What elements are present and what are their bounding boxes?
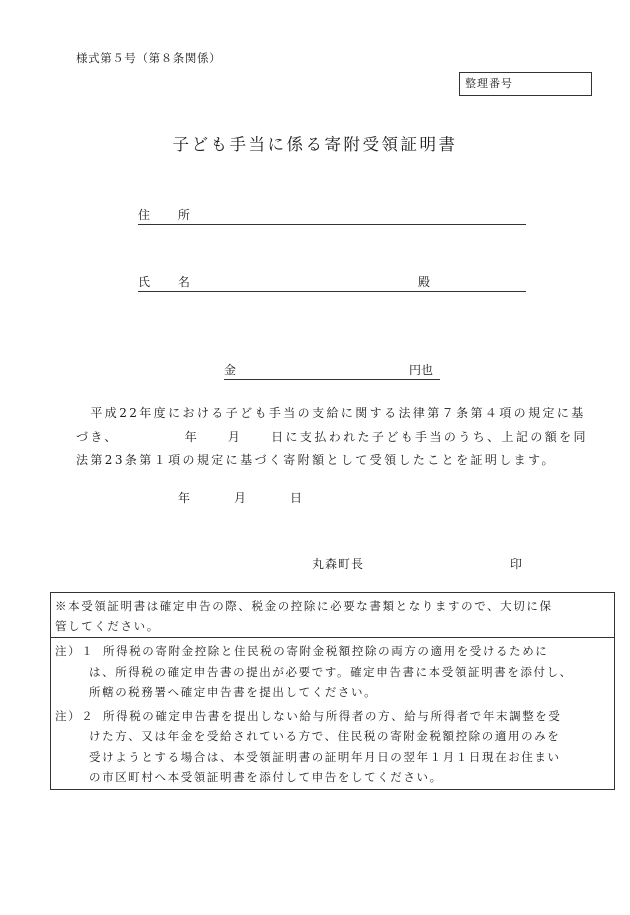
name-suffix: 殿 <box>418 275 431 289</box>
form-number: 様式第５号（第８条関係） <box>76 51 222 65</box>
address-field[interactable] <box>138 206 526 225</box>
seal-mark: 印 <box>510 557 523 571</box>
amount-suffix: 円也 <box>409 363 434 377</box>
note-line: 所轄の税務署へ確定申告書を提出してください。 <box>89 685 378 699</box>
reference-number-label: 整理番号 <box>465 77 513 90</box>
date-month: 月 <box>234 491 247 505</box>
note-line: 受けようとする場合は、本受領証明書の証明年月日の翌年１月１日現在お住まい <box>89 749 561 764</box>
notes-box <box>50 592 615 790</box>
certification-line: づき、 年 月 日に支払われた子ども手当のうち、上記の額を同 <box>76 429 588 444</box>
name-label: 氏 名 <box>138 275 202 289</box>
name-field[interactable] <box>138 273 526 292</box>
document-title: 子ども手当に係る寄附受領証明書 <box>172 135 458 154</box>
address-label: 住 所 <box>138 208 202 222</box>
note-line: けた方、又は年金を受給されている方で、住民税の寄附金税額控除の適用のみを <box>89 729 561 743</box>
important-notice <box>51 593 614 638</box>
notice-line: 管してください。 <box>55 619 160 633</box>
note-2-head: 注）２ <box>55 708 95 723</box>
date-year: 年 <box>178 491 191 505</box>
note-line: の市区町村へ本受領証明書を添付して申告をしてください。 <box>89 770 443 784</box>
certification-line: 平成22年度における子ども手当の支給に関する法律第７条第４項の規定に基 <box>76 406 586 420</box>
note-line: 所得税の確定申告書を提出しない給与所得者の方、給与所得者で年末調整を受 <box>103 708 562 723</box>
issuer-mayor: 丸森町長 <box>312 557 365 571</box>
note-line: は、所得税の確定申告書の提出が必要です。確定申告書に本受領証明書を添付し、 <box>89 664 573 679</box>
amount-label: 金 <box>224 363 237 377</box>
notice-line: ※本受領証明書は確定申告の際、税金の控除に必要な書類となりますので、大切に保 <box>55 599 553 613</box>
note-1 <box>51 641 614 703</box>
note-2 <box>51 706 614 788</box>
note-line: 所得税の寄附金控除と住民税の寄附金税額控除の両方の適用を受けるために <box>103 644 549 658</box>
date-day: 日 <box>290 491 303 505</box>
amount-field[interactable] <box>224 361 440 380</box>
reference-number-box[interactable] <box>459 72 592 96</box>
note-1-head: 注）１ <box>55 644 95 658</box>
certification-line: 法第23条第１項の規定に基づく寄附額として受領したことを証明します。 <box>76 453 556 467</box>
certification-text <box>76 402 616 473</box>
